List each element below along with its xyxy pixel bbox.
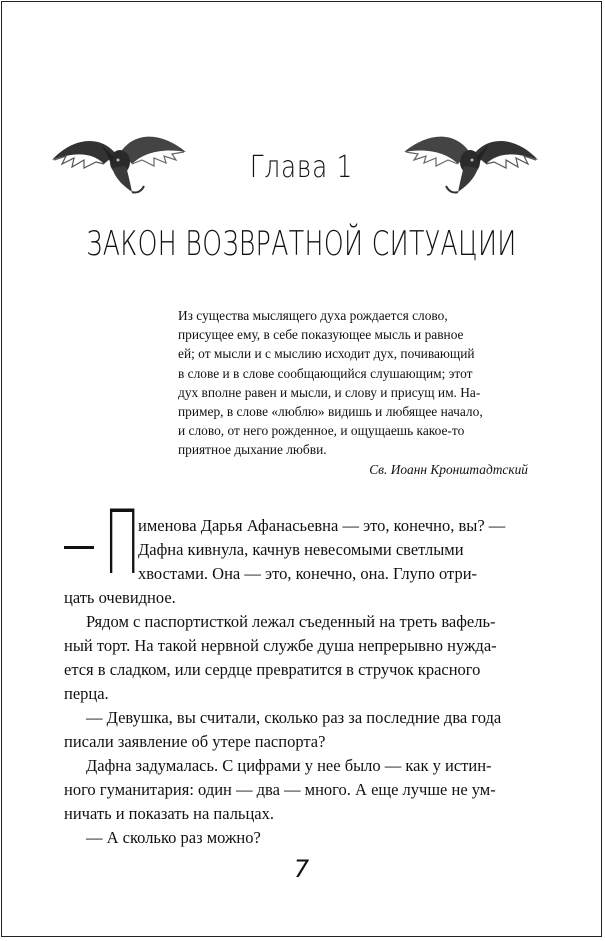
dropcap-dash — [64, 546, 94, 549]
page-number: 7 — [293, 855, 310, 883]
body-line: цать очевидное. — [64, 588, 176, 607]
body-line: — Девушка, вы считали, сколько раз за последние два года — [86, 708, 502, 727]
chapter-label: Глава 1 — [249, 150, 354, 185]
body-line: ется в сладком, или сердце превратится в стручок красного — [64, 660, 481, 679]
dropcap-letter: П — [104, 491, 141, 594]
epigraph-line: Из существа мыслящего духа рождается слово, — [178, 308, 448, 323]
chapter-title: ЗАКОН ВОЗВРАТНОЙ СИТУАЦИИ — [86, 224, 517, 264]
body-line: ничать и показать на пальцах. — [64, 804, 274, 823]
epigraph — [178, 306, 528, 460]
epigraph-line: ей; от мысли и с мыслию исходит дух, почивающий — [178, 346, 475, 362]
epigraph-author: Св. Иоанн Кронштадтский — [369, 462, 528, 477]
epigraph-line: дух вполне равен и мысли, и слову и присущ им. На- — [178, 384, 481, 400]
body-line: Дафна кивнула, качнув невесомыми светлыми — [138, 540, 464, 559]
body-line: ный торт. На такой нервной службе душа непрерывно нужда- — [64, 636, 497, 655]
epigraph-line: и слово, от него рожденное, и ощущаешь какое-то — [178, 423, 465, 439]
epigraph-line: приятное дыхание любви. — [178, 442, 327, 458]
body-line: перца. — [64, 684, 109, 703]
epigraph-line: пример, в слове «люблю» видишь и любящее начало, — [178, 404, 483, 420]
body-line: Дафна задумалась. С цифрами у нее было — как у истин- — [86, 756, 492, 775]
epigraph-line: присущее ему, в себе показующее мысль и равное — [178, 327, 464, 343]
body-line: хвостами. Она — это, конечно, она. Глупо отри- — [138, 564, 478, 583]
body-line: писали заявление об утере паспорта? — [64, 732, 326, 751]
body-line: именова Дарья Афанасьевна — это, конечно, вы? — — [138, 516, 506, 535]
body-line: Рядом с паспортисткой лежал съеденный на треть вафель- — [86, 612, 496, 631]
epigraph-line: в слове и в слове сообщающийся слушающим; этот — [178, 365, 473, 381]
book-page — [1, 1, 602, 937]
body-line: — А сколько раз можно? — [86, 828, 261, 847]
body-line: ного гуманитария: один — два — много. А еще лучше не ум- — [64, 780, 496, 799]
